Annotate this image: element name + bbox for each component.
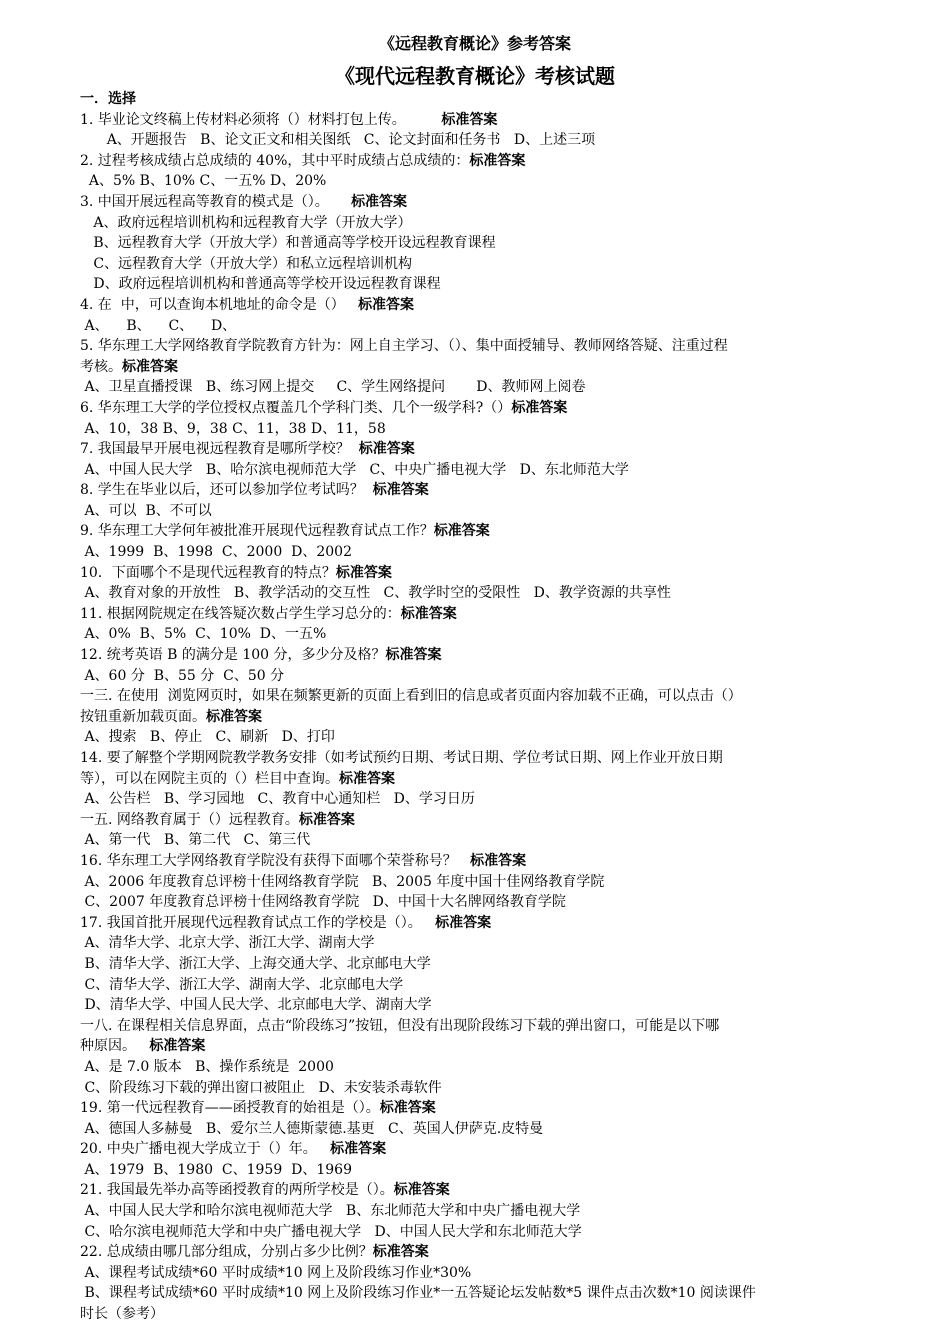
standard-answer-label: 标准答案 [149, 1038, 206, 1055]
text-line [80, 439, 870, 460]
line-text: C、2007 年度教育总评榜十佳网络教育学院 D、中国十大名牌网络教育学院 [80, 894, 566, 911]
line-text: D、清华大学、中国人民大学、北京邮电大学、湖南大学 [80, 997, 432, 1014]
text-line [80, 995, 870, 1016]
text-line [80, 1119, 870, 1140]
text-line [80, 213, 870, 234]
line-text: 2. 过程考核成绩占总成绩的 40%，其中平时成绩占总成绩的： [80, 152, 470, 169]
line-text: A、中国人民大学 B、哈尔滨电视师范大学 C、中央广播电视大学 D、东北师范大学 [80, 461, 629, 478]
text-line [80, 604, 870, 625]
text-line [80, 501, 870, 522]
text-line [80, 151, 870, 172]
line-text: A、1979 B、1980 C、1959 D、1969 [80, 1161, 353, 1178]
line-text: 种原因。 [80, 1038, 150, 1055]
line-text: 6. 华东理工大学的学位授权点覆盖几个学科门类、几个一级学科?（） [80, 399, 512, 416]
line-text: B、清华大学、浙江大学、上海交通大学、北京邮电大学 [80, 955, 431, 972]
line-text: 考核。 [80, 358, 122, 375]
line-text: A、1999 B、1998 C、2000 D、2002 [80, 544, 353, 561]
text-line [80, 542, 870, 563]
text-line [80, 1242, 870, 1263]
line-text: D、政府远程培训机构和普通高等学校开设远程教育课程 [80, 276, 441, 293]
standard-answer-label: 标准答案 [372, 482, 429, 499]
text-line [80, 1057, 870, 1078]
text-line [80, 460, 870, 481]
standard-answer-label: 标准答案 [206, 708, 262, 725]
text-line [80, 398, 870, 419]
line-text: C、清华大学、浙江大学、湖南大学、北京邮电大学 [80, 976, 404, 993]
exam-body [80, 89, 870, 1325]
line-text: A、第一代 B、第二代 C、第三代 [80, 832, 311, 849]
text-line [80, 357, 870, 378]
standard-answer-label: 标准答案 [400, 605, 457, 622]
standard-answer-label: 标准答案 [298, 811, 355, 828]
standard-answer-label: 标准答案 [433, 523, 490, 540]
line-text: 9. 华东理工大学何年被批准开展现代远程教育试点工作？ [80, 523, 434, 540]
text-line [80, 316, 870, 337]
text-line [80, 336, 870, 357]
line-text: A、10，38 B、9，38 C、11，38 D、11，58 [80, 420, 386, 437]
line-text: 时长（参考） [80, 1306, 164, 1323]
line-text: 16. 华东理工大学网络教育学院没有获得下面哪个荣誉称号？ [80, 852, 471, 869]
line-text: A、中国人民大学和哈尔滨电视师范大学 B、东北师范大学和中央广播电视大学 [80, 1203, 581, 1220]
text-line [80, 707, 870, 728]
text-line [80, 419, 870, 440]
line-text: A、公告栏 B、学习园地 C、教育中心通知栏 D、学习日历 [80, 791, 475, 808]
text-line [80, 954, 870, 975]
line-text: 按钮重新加载页面。 [80, 708, 206, 725]
line-text: 5. 华东理工大学网络教育学院教育方针为：网上自主学习、（）、集中面授辅导、教师网络答疑、注重过程 [80, 338, 728, 355]
standard-answer-label: 标准答案 [385, 647, 442, 664]
line-text: 21. 我国最先举办高等函授教育的两所学校是（）。 [80, 1182, 394, 1199]
line-text: C、哈尔滨电视师范大学和中央广播电视大学 D、中国人民大学和东北师范大学 [80, 1223, 582, 1240]
line-text: 3. 中国开展远程高等教育的模式是（）。 [80, 193, 352, 210]
text-line [80, 1016, 870, 1037]
line-text: 一三. 在使用 浏览网页时，如果在频繁更新的页面上看到旧的信息或者页面内容加载不正确，可以点击（） [80, 688, 742, 705]
line-text: B、远程教育大学（开放大学）和普通高等学校开设远程教育课程 [80, 235, 496, 252]
text-line [80, 892, 870, 913]
text-line [80, 1201, 870, 1222]
line-text: A、是 7.0 版本 B、操作系统是 2000 [80, 1058, 334, 1075]
text-line [80, 1036, 870, 1057]
text-line [80, 130, 870, 151]
line-text: 17. 我国首批开展现代远程教育试点工作的学校是（）。 [80, 914, 436, 931]
text-line [80, 1078, 870, 1099]
standard-answer-label: 标准答案 [372, 1244, 429, 1261]
line-text: A、0% B、5% C、10% D、一五% [80, 626, 327, 643]
line-text: C、阶段练习下载的弹出窗口被阻止 D、未安装杀毒软件 [80, 1079, 442, 1096]
line-text: 19. 第一代远程教育——函授教育的始祖是（）。 [80, 1100, 380, 1117]
line-text: 10．下面哪个不是现代远程教育的特点？ [80, 564, 336, 581]
line-text: 22. 总成绩由哪几部分组成，分别占多少比例？ [80, 1244, 373, 1261]
text-line [80, 1222, 870, 1243]
line-text: A、政府远程培训机构和远程教育大学（开放大学） [80, 214, 412, 231]
standard-answer-label: 标准答案 [379, 1100, 436, 1117]
text-line [80, 1098, 870, 1119]
line-text: A、60 分 B、55 分 C、50 分 [80, 667, 285, 684]
standard-answer-label: 标准答案 [358, 296, 415, 313]
line-text: 12. 统考英语 B 的满分是 100 分，多少分及格？ [80, 647, 386, 664]
text-line [80, 1263, 870, 1284]
line-text: 等），可以在网院主页的（）栏目中查询。 [80, 770, 339, 787]
text-line [80, 110, 870, 131]
text-line [80, 295, 870, 316]
line-text: B、课程考试成绩*60 平时成绩*10 网上及阶段练习作业*一五答疑论坛发帖数*5 课件点击次数*10 阅读课件 [80, 1285, 756, 1302]
line-text: A、卫星直播授课 B、练习网上提交 C、学生网络提问 D、教师网上阅卷 [80, 379, 586, 396]
text-line [80, 563, 870, 584]
standard-answer-label: 标准答案 [511, 399, 568, 416]
line-text: 14. 要了解整个学期网院教学教务安排（如考试预约日期、考试日期、学位考试日期、网上作业开放日期 [80, 750, 723, 766]
text-line [80, 480, 870, 501]
standard-answer-label: 标准答案 [358, 441, 415, 458]
text-line [80, 583, 870, 604]
text-line [80, 1139, 870, 1160]
line-text: A、德国人多赫曼 B、爱尔兰人德斯蒙德.基更 C、英国人伊萨克.皮特曼 [80, 1120, 544, 1137]
text-line [80, 171, 870, 192]
text-line [80, 1180, 870, 1201]
text-line [80, 851, 870, 872]
text-line [80, 769, 870, 790]
text-line [80, 727, 870, 748]
standard-answer-label: 标准答案 [335, 564, 392, 581]
standard-answer-label: 标准答案 [441, 111, 498, 128]
standard-answer-label: 标准答案 [351, 193, 408, 210]
text-line [80, 666, 870, 687]
line-text: 一八. 在课程相关信息界面，点击“阶段练习”按钮，但没有出现阶段练习下载的弹出窗口，可能是以下哪 [80, 1017, 720, 1034]
line-text: 11. 根据网院规定在线答疑次数占学生学习总分的： [80, 605, 401, 622]
text-line [80, 789, 870, 810]
text-line [80, 645, 870, 666]
standard-answer-label: 标准答案 [122, 358, 178, 375]
line-text: A、课程考试成绩*60 平时成绩*10 网上及阶段练习作业*30% [80, 1264, 472, 1281]
line-text: A、清华大学、北京大学、浙江大学、湖南大学 [80, 935, 375, 952]
text-line [80, 521, 870, 542]
text-line [80, 192, 870, 213]
section-heading [80, 89, 870, 110]
text-line [80, 1283, 870, 1304]
text-line [80, 686, 870, 707]
line-text: A、可以 B、不可以 [80, 502, 212, 519]
line-text: 一五. 网络教育属于（）远程教育。 [80, 811, 299, 828]
text-line [80, 1160, 870, 1181]
standard-answer-label: 标准答案 [470, 852, 527, 869]
text-line [80, 254, 870, 275]
line-text: 一．选择 [80, 91, 136, 107]
standard-answer-label: 标准答案 [330, 1141, 387, 1158]
text-line [80, 933, 870, 954]
standard-answer-label: 标准答案 [339, 770, 395, 787]
standard-answer-label: 标准答案 [435, 914, 492, 931]
exam-title: 《现代远程教育概论》考核试题 [335, 64, 615, 88]
line-text: A、2006 年度教育总评榜十佳网络教育学院 B、2005 年度中国十佳网络教育学院 [80, 873, 605, 890]
text-line [80, 233, 870, 254]
line-text: 1. 毕业论文终稿上传材料必须将（）材料打包上传。 [80, 111, 442, 128]
text-line [80, 377, 870, 398]
text-line [80, 1304, 870, 1325]
text-line [80, 274, 870, 295]
text-line [80, 830, 870, 851]
standard-answer-label: 标准答案 [393, 1182, 450, 1199]
text-line [80, 975, 870, 996]
line-text: A、搜索 B、停止 C、刷新 D、打印 [80, 729, 335, 746]
document-title: 《远程教育概论》参考答案 [378, 34, 571, 53]
text-line [80, 810, 870, 831]
text-line [80, 748, 870, 769]
standard-answer-label: 标准答案 [469, 152, 526, 169]
text-line [80, 624, 870, 645]
line-text: A、5% B、10% C、一五% D、20% [80, 173, 327, 190]
text-line [80, 913, 870, 934]
line-text: 20. 中央广播电视大学成立于（）年。 [80, 1141, 331, 1158]
line-text: A、 B、 C、 D、 [80, 317, 237, 334]
line-text: C、远程教育大学（开放大学）和私立远程培训机构 [80, 255, 413, 272]
line-text: 8. 学生在毕业以后，还可以参加学位考试吗？ [80, 482, 373, 499]
line-text: 7. 我国最早开展电视远程教育是哪所学校？ [80, 441, 359, 458]
line-text: A、开题报告 B、论文正文和相关图纸 C、论文封面和任务书 D、上述三项 [80, 132, 596, 149]
line-text: 4. 在 中，可以查询本机地址的命令是（） [80, 296, 359, 313]
text-line [80, 872, 870, 893]
line-text: A、教育对象的开放性 B、教学活动的交互性 C、教学时空的受限性 D、教学资源的共享性 [80, 585, 671, 602]
